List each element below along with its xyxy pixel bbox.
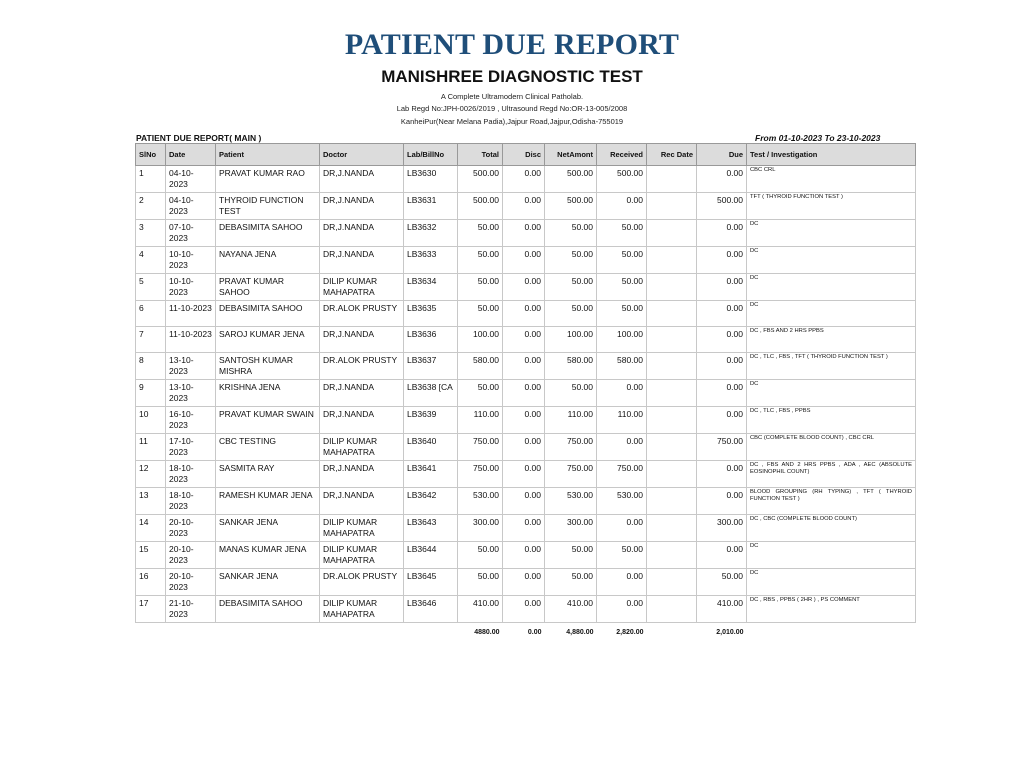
cell-slno: 13 — [136, 488, 166, 515]
cell-tests: CBC (COMPLETE BLOOD COUNT) , CBC CRL — [747, 434, 916, 461]
cell-recdate — [647, 407, 697, 434]
cell-net: 300.00 — [545, 515, 597, 542]
cell-doctor: DR,J.NANDA — [320, 166, 404, 193]
cell-total: 750.00 — [458, 434, 503, 461]
cell-doctor: DR,J.NANDA — [320, 193, 404, 220]
cell-net: 750.00 — [545, 461, 597, 488]
report-title: PATIENT DUE REPORT — [344, 28, 680, 61]
cell-slno: 10 — [136, 407, 166, 434]
cell-doctor: DR.ALOK PRUSTY — [320, 569, 404, 596]
lab-address: KanheiPur(Near Melana Padia),Jajpur Road,Jajpur,Odisha-755019 — [400, 117, 624, 126]
cell-recdate — [647, 461, 697, 488]
totals-row — [136, 623, 916, 641]
cell-due: 500.00 — [697, 193, 747, 220]
cell-total: 50.00 — [458, 569, 503, 596]
cell-total: 300.00 — [458, 515, 503, 542]
cell-disc: 0.00 — [503, 327, 545, 353]
cell-due: 0.00 — [697, 353, 747, 380]
total-disc: 0.00 — [527, 629, 542, 636]
cell-slno: 14 — [136, 515, 166, 542]
cell-tests: DC , FBS AND 2 HRS PPBS , ADA , AEC (ABSOLUTE EOSINOPHIL COUNT) — [747, 461, 916, 488]
table-row — [136, 434, 916, 461]
cell-net: 50.00 — [545, 301, 597, 327]
cell-due: 0.00 — [697, 380, 747, 407]
cell-slno: 9 — [136, 380, 166, 407]
cell-total: 100.00 — [458, 327, 503, 353]
cell-recdate — [647, 488, 697, 515]
cell-bill: LB3633 — [404, 247, 458, 274]
cell-received: 0.00 — [597, 569, 647, 596]
col-header-received: Received — [597, 144, 647, 166]
cell-net: 500.00 — [545, 166, 597, 193]
due-table — [135, 143, 916, 640]
cell-patient: MANAS KUMAR JENA — [216, 542, 320, 569]
cell-doctor: DR,J.NANDA — [320, 220, 404, 247]
cell-tests: DC — [747, 380, 916, 407]
col-header-total: Total — [458, 144, 503, 166]
cell-date: 13-10-2023 — [166, 353, 216, 380]
cell-due: 410.00 — [697, 596, 747, 623]
table-row — [136, 461, 916, 488]
cell-date: 11-10-2023 — [166, 301, 216, 327]
lab-registration: Lab Regd No:JPH-0026/2019 , Ultrasound Regd No:OR-13-005/2008 — [396, 104, 628, 113]
cell-received: 580.00 — [597, 353, 647, 380]
cell-patient: PRAVAT KUMAR RAO — [216, 166, 320, 193]
cell-bill: LB3645 — [404, 569, 458, 596]
cell-bill: LB3644 — [404, 542, 458, 569]
cell-doctor: DILIP KUMAR MAHAPATRA — [320, 515, 404, 542]
cell-bill: LB3630 — [404, 166, 458, 193]
cell-patient: THYROID FUNCTION TEST — [216, 193, 320, 220]
cell-received: 100.00 — [597, 327, 647, 353]
cell-date: 11-10-2023 — [166, 327, 216, 353]
cell-slno: 4 — [136, 247, 166, 274]
cell-net: 50.00 — [545, 274, 597, 301]
cell-patient: SAROJ KUMAR JENA — [216, 327, 320, 353]
cell-doctor: DILIP KUMAR MAHAPATRA — [320, 274, 404, 301]
cell-due: 0.00 — [697, 166, 747, 193]
cell-due: 0.00 — [697, 301, 747, 327]
cell-tests: DC — [747, 301, 916, 327]
cell-patient: CBC TESTING — [216, 434, 320, 461]
cell-due: 0.00 — [697, 247, 747, 274]
table-row — [136, 353, 916, 380]
table-row — [136, 166, 916, 193]
cell-date: 20-10-2023 — [166, 515, 216, 542]
cell-date: 07-10-2023 — [166, 220, 216, 247]
col-header-due: Due — [697, 144, 747, 166]
table-row — [136, 407, 916, 434]
cell-recdate — [647, 220, 697, 247]
col-header-recdate: Rec Date — [647, 144, 697, 166]
cell-total: 50.00 — [458, 380, 503, 407]
cell-recdate — [647, 274, 697, 301]
cell-received: 750.00 — [597, 461, 647, 488]
cell-disc: 0.00 — [503, 353, 545, 380]
cell-slno: 12 — [136, 461, 166, 488]
cell-recdate — [647, 515, 697, 542]
cell-patient: SANKAR JENA — [216, 515, 320, 542]
col-header-slno: SlNo — [136, 144, 166, 166]
cell-due: 0.00 — [697, 542, 747, 569]
cell-doctor: DR,J.NANDA — [320, 407, 404, 434]
cell-recdate — [647, 301, 697, 327]
cell-net: 50.00 — [545, 220, 597, 247]
cell-net: 580.00 — [545, 353, 597, 380]
cell-net: 530.00 — [545, 488, 597, 515]
cell-slno: 17 — [136, 596, 166, 623]
table-row — [136, 220, 916, 247]
cell-doctor: DR,J.NANDA — [320, 488, 404, 515]
col-header-tests: Test / Investigation — [747, 144, 916, 166]
cell-bill: LB3635 — [404, 301, 458, 327]
cell-slno: 1 — [136, 166, 166, 193]
cell-tests: CBC CRL — [747, 166, 916, 193]
cell-received: 110.00 — [597, 407, 647, 434]
cell-slno: 11 — [136, 434, 166, 461]
cell-due: 0.00 — [697, 488, 747, 515]
col-header-patient: Patient — [216, 144, 320, 166]
cell-received: 50.00 — [597, 301, 647, 327]
cell-bill: LB3632 — [404, 220, 458, 247]
cell-received: 500.00 — [597, 166, 647, 193]
cell-due: 750.00 — [697, 434, 747, 461]
cell-recdate — [647, 327, 697, 353]
cell-total: 110.00 — [458, 407, 503, 434]
cell-disc: 0.00 — [503, 542, 545, 569]
table-row — [136, 247, 916, 274]
date-range: From 01-10-2023 To 23-10-2023 — [755, 133, 881, 143]
cell-disc: 0.00 — [503, 596, 545, 623]
cell-slno: 7 — [136, 327, 166, 353]
cell-disc: 0.00 — [503, 569, 545, 596]
cell-slno: 5 — [136, 274, 166, 301]
cell-doctor: DILIP KUMAR MAHAPATRA — [320, 434, 404, 461]
cell-patient: SANKAR JENA — [216, 569, 320, 596]
col-header-doctor: Doctor — [320, 144, 404, 166]
cell-net: 500.00 — [545, 193, 597, 220]
cell-received: 50.00 — [597, 274, 647, 301]
cell-date: 16-10-2023 — [166, 407, 216, 434]
cell-recdate — [647, 166, 697, 193]
cell-total: 750.00 — [458, 461, 503, 488]
cell-due: 0.00 — [697, 327, 747, 353]
cell-received: 530.00 — [597, 488, 647, 515]
cell-total: 500.00 — [458, 166, 503, 193]
table-row — [136, 488, 916, 515]
table-header-row — [136, 144, 916, 166]
cell-net: 50.00 — [545, 380, 597, 407]
cell-total: 50.00 — [458, 301, 503, 327]
cell-received: 0.00 — [597, 193, 647, 220]
section-title: PATIENT DUE REPORT( MAIN ) — [136, 133, 262, 143]
cell-doctor: DILIP KUMAR MAHAPATRA — [320, 542, 404, 569]
cell-recdate — [647, 193, 697, 220]
cell-tests: BLOOD GROUPING (RH TYPING) , TFT ( THYROID FUNCTION TEST ) — [747, 488, 916, 515]
cell-doctor: DR.ALOK PRUSTY — [320, 301, 404, 327]
cell-recdate — [647, 542, 697, 569]
cell-tests: DC — [747, 220, 916, 247]
table-row — [136, 542, 916, 569]
cell-recdate — [647, 569, 697, 596]
cell-bill: LB3640 — [404, 434, 458, 461]
cell-date: 21-10-2023 — [166, 596, 216, 623]
cell-disc: 0.00 — [503, 193, 545, 220]
cell-patient: NAYANA JENA — [216, 247, 320, 274]
cell-bill: LB3636 — [404, 327, 458, 353]
cell-patient: PRAVAT KUMAR SAHOO — [216, 274, 320, 301]
cell-date: 18-10-2023 — [166, 461, 216, 488]
cell-patient: PRAVAT KUMAR SWAIN — [216, 407, 320, 434]
cell-due: 0.00 — [697, 407, 747, 434]
cell-bill: LB3639 — [404, 407, 458, 434]
cell-disc: 0.00 — [503, 301, 545, 327]
cell-patient: RAMESH KUMAR JENA — [216, 488, 320, 515]
cell-disc: 0.00 — [503, 434, 545, 461]
cell-slno: 8 — [136, 353, 166, 380]
cell-recdate — [647, 380, 697, 407]
cell-due: 0.00 — [697, 220, 747, 247]
table-row — [136, 301, 916, 327]
col-header-bill: Lab/BillNo — [404, 144, 458, 166]
cell-recdate — [647, 247, 697, 274]
lab-name: MANISHREE DIAGNOSTIC TEST — [381, 67, 643, 86]
cell-disc: 0.00 — [503, 407, 545, 434]
table-row — [136, 274, 916, 301]
cell-due: 50.00 — [697, 569, 747, 596]
table-row — [136, 515, 916, 542]
cell-doctor: DR,J.NANDA — [320, 380, 404, 407]
cell-tests: DC , RBS , PPBS ( 2HR ) , PS COMMENT — [747, 596, 916, 623]
cell-bill: LB3643 — [404, 515, 458, 542]
cell-doctor: DR,J.NANDA — [320, 327, 404, 353]
cell-bill: LB3631 — [404, 193, 458, 220]
cell-received: 50.00 — [597, 542, 647, 569]
cell-tests: DC , TLC , FBS , TFT ( THYROID FUNCTION TEST ) — [747, 353, 916, 380]
cell-date: 13-10-2023 — [166, 380, 216, 407]
cell-bill: LB3634 — [404, 274, 458, 301]
cell-bill: LB3637 — [404, 353, 458, 380]
cell-received: 50.00 — [597, 220, 647, 247]
cell-bill: LB3642 — [404, 488, 458, 515]
cell-date: 20-10-2023 — [166, 569, 216, 596]
cell-disc: 0.00 — [503, 515, 545, 542]
cell-date: 04-10-2023 — [166, 166, 216, 193]
cell-date: 18-10-2023 — [166, 488, 216, 515]
cell-slno: 6 — [136, 301, 166, 327]
cell-due: 0.00 — [697, 461, 747, 488]
cell-received: 0.00 — [597, 380, 647, 407]
total-received: 2,820.00 — [616, 629, 644, 636]
cell-total: 500.00 — [458, 193, 503, 220]
col-header-disc: Disc — [503, 144, 545, 166]
cell-net: 100.00 — [545, 327, 597, 353]
lab-tagline: A Complete Ultramodern Clinical Patholab. — [440, 92, 584, 101]
cell-tests: DC , FBS AND 2 HRS PPBS — [747, 327, 916, 353]
cell-total: 50.00 — [458, 220, 503, 247]
table-row — [136, 327, 916, 353]
cell-total: 580.00 — [458, 353, 503, 380]
cell-doctor: DR.ALOK PRUSTY — [320, 353, 404, 380]
cell-total: 530.00 — [458, 488, 503, 515]
total-net: 4,880.00 — [566, 629, 594, 636]
cell-disc: 0.00 — [503, 461, 545, 488]
cell-disc: 0.00 — [503, 166, 545, 193]
total-due: 2,010.00 — [716, 629, 744, 636]
cell-patient: SASMITA RAY — [216, 461, 320, 488]
cell-total: 410.00 — [458, 596, 503, 623]
cell-tests: DC — [747, 569, 916, 596]
cell-net: 50.00 — [545, 569, 597, 596]
cell-disc: 0.00 — [503, 380, 545, 407]
cell-date: 17-10-2023 — [166, 434, 216, 461]
cell-tests: TFT ( THYROID FUNCTION TEST ) — [747, 193, 916, 220]
cell-total: 50.00 — [458, 542, 503, 569]
table-row — [136, 380, 916, 407]
cell-patient: DEBASIMITA SAHOO — [216, 596, 320, 623]
cell-doctor: DR,J.NANDA — [320, 247, 404, 274]
col-header-net: NetAmont — [545, 144, 597, 166]
cell-disc: 0.00 — [503, 247, 545, 274]
cell-doctor: DILIP KUMAR MAHAPATRA — [320, 596, 404, 623]
cell-received: 0.00 — [597, 515, 647, 542]
cell-date: 10-10-2023 — [166, 274, 216, 301]
cell-slno: 2 — [136, 193, 166, 220]
cell-doctor: DR,J.NANDA — [320, 461, 404, 488]
table-row — [136, 569, 916, 596]
cell-tests: DC — [747, 274, 916, 301]
cell-net: 110.00 — [545, 407, 597, 434]
cell-slno: 3 — [136, 220, 166, 247]
cell-recdate — [647, 353, 697, 380]
cell-total: 50.00 — [458, 247, 503, 274]
cell-net: 750.00 — [545, 434, 597, 461]
cell-net: 50.00 — [545, 542, 597, 569]
col-header-date: Date — [166, 144, 216, 166]
cell-date: 04-10-2023 — [166, 193, 216, 220]
cell-due: 0.00 — [697, 274, 747, 301]
cell-patient: KRISHNA JENA — [216, 380, 320, 407]
total-amount: 4880.00 — [474, 629, 500, 636]
cell-tests: DC , TLC , FBS , PPBS — [747, 407, 916, 434]
cell-net: 50.00 — [545, 247, 597, 274]
cell-net: 410.00 — [545, 596, 597, 623]
cell-disc: 0.00 — [503, 220, 545, 247]
cell-patient: DEBASIMITA SAHOO — [216, 301, 320, 327]
cell-slno: 16 — [136, 569, 166, 596]
table-row — [136, 596, 916, 623]
cell-disc: 0.00 — [503, 274, 545, 301]
cell-patient: DEBASIMITA SAHOO — [216, 220, 320, 247]
cell-tests: DC , CBC (COMPLETE BLOOD COUNT) — [747, 515, 916, 542]
cell-tests: DC — [747, 542, 916, 569]
cell-recdate — [647, 596, 697, 623]
cell-due: 300.00 — [697, 515, 747, 542]
cell-slno: 15 — [136, 542, 166, 569]
cell-recdate — [647, 434, 697, 461]
cell-bill: LB3641 — [404, 461, 458, 488]
cell-tests: DC — [747, 247, 916, 274]
cell-date: 20-10-2023 — [166, 542, 216, 569]
cell-patient: SANTOSH KUMAR MISHRA — [216, 353, 320, 380]
cell-bill: LB3646 — [404, 596, 458, 623]
cell-received: 50.00 — [597, 247, 647, 274]
table-row — [136, 193, 916, 220]
cell-disc: 0.00 — [503, 488, 545, 515]
cell-bill: LB3638 [CA — [404, 380, 458, 407]
cell-received: 0.00 — [597, 434, 647, 461]
cell-total: 50.00 — [458, 274, 503, 301]
cell-received: 0.00 — [597, 596, 647, 623]
cell-date: 10-10-2023 — [166, 247, 216, 274]
